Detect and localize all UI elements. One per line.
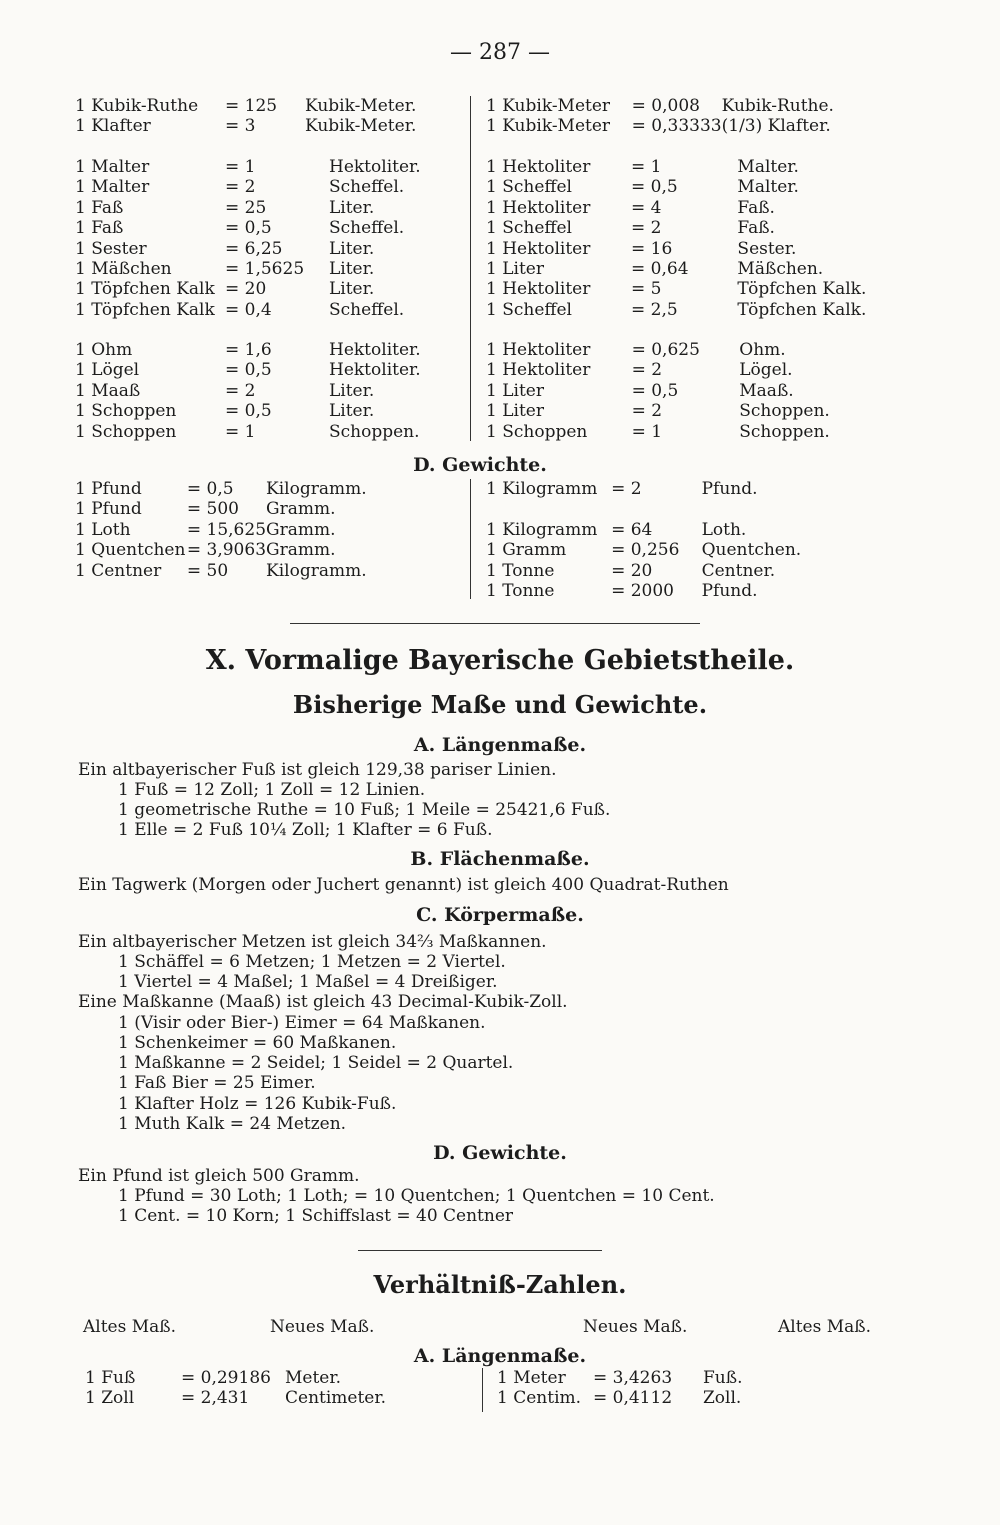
table-row: [75, 422, 475, 442]
table-gewichte-right: [486, 479, 886, 601]
cell-unit: 1 Tonne: [486, 581, 555, 602]
cell-unit: 1 Faß: [75, 197, 124, 218]
section-heading-x: X. Vormalige Bayerische Gebietstheile.: [205, 645, 795, 676]
cell-target: Scheffel.: [329, 218, 405, 239]
table-row: [486, 218, 886, 238]
table-row: [497, 1388, 797, 1408]
text-line: Ein Pfund ist gleich 500 Gramm.: [78, 1166, 360, 1186]
cell-target: Liter.: [329, 380, 375, 401]
cell-value: [611, 499, 702, 519]
cell-value: = 2: [631, 218, 662, 239]
text-line: 1 Cent. = 10 Korn; 1 Schiffslast = 40 Centner: [118, 1206, 514, 1226]
heading-gewichte-2: D. Gewichte.: [433, 1142, 567, 1164]
cell-target: Hektoliter.: [329, 340, 421, 360]
cell-target: Gramm.: [266, 519, 336, 540]
table-row: [75, 540, 475, 560]
cell-value: = 1: [631, 421, 663, 442]
cell-unit: 1 Scheffel: [486, 299, 572, 320]
cell-value: = 20: [225, 279, 267, 300]
cell-target: Liter.: [329, 238, 375, 259]
text-line: 1 (Visir oder Bier-) Eimer = 64 Maßkanen.: [118, 1013, 486, 1033]
cell-unit: 1 Centner: [75, 560, 162, 581]
text-line: 1 Schenkeimer = 60 Maßkanen.: [118, 1033, 397, 1053]
text-line: 1 Maßkanne = 2 Seidel; 1 Seidel = 2 Quartel.: [118, 1053, 514, 1073]
cell-unit: 1 Tonne: [486, 560, 555, 581]
cell-value: = 1: [225, 421, 256, 442]
table-row: [75, 96, 475, 116]
cell-target: Pfund.: [701, 479, 758, 499]
table-verh-right: [497, 1368, 797, 1409]
text-line: 1 Faß Bier = 25 Eimer.: [118, 1073, 316, 1093]
text-line: 1 Pfund = 30 Loth; 1 Loth; = 10 Quentchen; 1 Quentchen = 10 Cent.: [118, 1186, 715, 1206]
heading-verhaeltniss: Verhältniß-Zahlen.: [373, 1270, 627, 1299]
cell-target: Scheffel.: [329, 177, 405, 198]
cell-value: = 2: [225, 177, 256, 198]
text-line: 1 geometrische Ruthe = 10 Fuß; 1 Meile = 25421,6 Fuß.: [118, 800, 611, 820]
table-row: [486, 520, 886, 540]
cell-value: = 64: [611, 519, 653, 540]
table-row: [486, 561, 886, 581]
table-row: [486, 401, 886, 421]
cell-value: = 1: [631, 157, 662, 177]
cell-unit: 1 Töpfchen Kalk: [75, 279, 215, 300]
cell-unit: 1 Kubik-Meter: [486, 116, 611, 137]
column-header-altes-mass: Altes Maß.: [83, 1317, 177, 1337]
cell-target: Loth.: [701, 519, 747, 540]
cell-unit: 1 Schoppen: [486, 421, 588, 442]
cell-target: Zoll.: [703, 1388, 742, 1409]
cell-unit: 1 Faß: [75, 218, 124, 239]
table-row: [486, 239, 886, 259]
column-header-neues-mass-2: Neues Maß.: [583, 1317, 688, 1337]
cell-unit: 1 Liter: [486, 401, 544, 422]
table-row: [75, 218, 475, 238]
table-row: [486, 96, 886, 116]
table-row: [486, 300, 886, 320]
cell-unit: 1 Scheffel: [486, 177, 572, 198]
text-line: Ein Tagwerk (Morgen oder Juchert genannt) ist gleich 400 Quadrat-Ruthen: [78, 875, 729, 895]
cell-value: = 3,9063: [186, 540, 267, 561]
cell-value: = 50: [186, 560, 229, 581]
cell-unit: 1 Kilogramm: [486, 519, 598, 540]
cell-value: = 0,5: [225, 401, 272, 422]
cell-value: = 0,5: [631, 177, 678, 198]
text-line: 1 Schäffel = 6 Metzen; 1 Metzen = 2 Viertel.: [118, 952, 506, 972]
cell-unit: 1 Mäßchen: [75, 259, 172, 280]
cell-target: Faß.: [737, 218, 775, 239]
cell-value: = 20: [611, 560, 653, 581]
cell-target: Mäßchen.: [737, 259, 824, 280]
text-line: 1 Muth Kalk = 24 Metzen.: [118, 1114, 347, 1134]
table-gewichte-left: [75, 479, 475, 581]
table-row: [85, 1388, 475, 1408]
table-row: [486, 479, 886, 499]
section-divider: [290, 623, 700, 624]
cell-unit: 1 Malter: [75, 177, 150, 198]
table-malter-left: [75, 157, 475, 320]
cell-target: Schoppen.: [329, 421, 420, 442]
table-row: [75, 340, 475, 360]
cell-unit: 1 Kubik-Meter: [486, 96, 611, 116]
cell-target: Gramm.: [266, 499, 336, 520]
cell-target: Ohm.: [739, 340, 786, 360]
text-line: 1 Klafter Holz = 126 Kubik-Fuß.: [118, 1094, 397, 1114]
cell-target: Schoppen.: [739, 401, 830, 422]
table-row: [75, 479, 475, 499]
table-row: [75, 239, 475, 259]
heading-koerpermasse: C. Körpermaße.: [416, 904, 584, 926]
cell-target: Kubik-Ruthe.: [721, 96, 834, 116]
text-line: 1 Fuß = 12 Zoll; 1 Zoll = 12 Linien.: [118, 780, 426, 800]
column-header-altes-mass-2: Altes Maß.: [778, 1317, 872, 1337]
cell-target: Liter.: [329, 197, 375, 218]
cell-value: = 0,29186: [181, 1368, 271, 1388]
heading-laengenmasse: A. Längenmaße.: [413, 734, 587, 756]
table-ohm-right: [486, 340, 886, 442]
cell-unit: 1 Zoll: [85, 1388, 135, 1409]
cell-value: = 2000: [611, 581, 674, 602]
cell-target: Hektoliter.: [329, 157, 421, 177]
cell-target: Maaß.: [739, 380, 794, 401]
cell-unit: [486, 499, 611, 519]
cell-target: Fuß.: [703, 1368, 743, 1388]
cell-unit: 1 Schoppen: [75, 401, 177, 422]
table-row: [75, 198, 475, 218]
table-row: [486, 116, 886, 136]
table-row: [85, 1368, 475, 1388]
cell-target: Liter.: [329, 279, 375, 300]
cell-unit: 1 Hektoliter: [486, 360, 591, 381]
text-line: Ein altbayerischer Fuß ist gleich 129,38 pariser Linien.: [78, 760, 557, 780]
table-row: [486, 381, 886, 401]
table-kubik-left: [75, 96, 475, 137]
heading-laengenmasse-2: A. Längenmaße.: [413, 1345, 587, 1367]
table-row: [75, 381, 475, 401]
text-line: 1 Elle = 2 Fuß 10¼ Zoll; 1 Klafter = 6 Fuß.: [118, 820, 493, 840]
table-row: [486, 581, 886, 601]
cell-unit: 1 Klafter: [75, 116, 151, 137]
cell-unit: 1 Loth: [75, 519, 131, 540]
cell-unit: 1 Quentchen: [75, 540, 186, 561]
cell-value: = 0,256: [611, 540, 680, 561]
column-divider-verh: [482, 1368, 483, 1412]
table-row: [486, 360, 886, 380]
cell-value: = 25: [225, 197, 267, 218]
table-row: [75, 499, 475, 519]
cell-value: = 16: [631, 238, 673, 259]
cell-value: = 0,4: [225, 299, 272, 320]
cell-value: = 4: [631, 197, 662, 218]
table-row: [486, 279, 886, 299]
cell-target: Liter.: [329, 259, 375, 280]
cell-unit: 1 Kubik-Ruthe: [75, 96, 199, 116]
cell-unit: 1 Scheffel: [486, 218, 572, 239]
cell-target: Kilogramm.: [266, 560, 367, 581]
cell-value: = 5: [631, 279, 662, 300]
cell-unit: 1 Ohm: [75, 340, 133, 360]
cell-target: (1/3) Klafter.: [721, 116, 831, 137]
cell-unit: 1 Lögel: [75, 360, 140, 381]
cell-unit: 1 Meter: [497, 1368, 566, 1388]
column-divider-gewichte: [470, 479, 471, 599]
table-row: [75, 360, 475, 380]
table-row: [75, 520, 475, 540]
cell-target: Quentchen.: [701, 540, 802, 561]
column-divider: [470, 96, 471, 441]
cell-target: Gramm.: [266, 540, 336, 561]
cell-value: = 0,008: [631, 96, 700, 116]
cell-value: = 3,4263: [593, 1368, 673, 1388]
heading-gewichte: D. Gewichte.: [413, 454, 547, 476]
cell-target: Kubik-Meter.: [305, 116, 417, 137]
cell-target: Töpfchen Kalk.: [737, 279, 867, 300]
table-row: [75, 401, 475, 421]
page-number: — 287 —: [450, 40, 550, 65]
cell-value: = 2,431: [181, 1388, 250, 1409]
cell-value: = 2: [225, 380, 256, 401]
cell-unit: 1 Malter: [75, 157, 150, 177]
cell-value: = 0,5: [225, 360, 272, 381]
table-row: [486, 499, 886, 519]
heading-bisherige: Bisherige Maße und Gewichte.: [292, 690, 708, 719]
cell-value: = 0,5: [225, 218, 272, 239]
cell-unit: 1 Liter: [486, 380, 544, 401]
cell-target: Scheffel.: [329, 299, 405, 320]
cell-unit: 1 Gramm: [486, 540, 567, 561]
cell-target: Kilogramm.: [266, 479, 367, 499]
cell-target: Lögel.: [739, 360, 793, 381]
cell-value: = 0,4112: [593, 1388, 673, 1409]
cell-unit: 1 Fuß: [85, 1368, 136, 1388]
cell-unit: 1 Hektoliter: [486, 279, 591, 300]
cell-value: = 2: [631, 360, 663, 381]
cell-target: Malter.: [737, 157, 799, 177]
cell-unit: 1 Centim.: [497, 1388, 582, 1409]
cell-value: = 0,33333: [631, 116, 722, 137]
table-row: [486, 422, 886, 442]
cell-value: = 125: [225, 96, 278, 116]
cell-unit: 1 Hektoliter: [486, 197, 591, 218]
cell-unit: 1 Hektoliter: [486, 238, 591, 259]
table-row: [75, 157, 475, 177]
table-row: [75, 259, 475, 279]
table-row: [486, 177, 886, 197]
cell-target: Pfund.: [701, 581, 758, 602]
cell-unit: 1 Schoppen: [75, 421, 177, 442]
text-line: Ein altbayerischer Metzen ist gleich 34⅔ Maßkannen.: [78, 932, 547, 952]
cell-value: = 1,5625: [225, 259, 305, 280]
cell-value: = 3: [225, 116, 256, 137]
cell-target: Schoppen.: [739, 421, 830, 442]
table-row: [75, 116, 475, 136]
cell-value: = 500: [186, 499, 239, 520]
cell-value: = 0,5: [186, 479, 234, 499]
table-row: [486, 259, 886, 279]
cell-target: Hektoliter.: [329, 360, 421, 381]
cell-unit: 1 Töpfchen Kalk: [75, 299, 215, 320]
cell-target: Centner.: [701, 560, 776, 581]
cell-value: = 0,625: [631, 340, 700, 360]
text-line: 1 Viertel = 4 Maßel; 1 Maßel = 4 Dreißiger.: [118, 972, 498, 992]
heading-flaechenmasse: B. Flächenmaße.: [410, 848, 590, 870]
table-row: [75, 561, 475, 581]
column-header-neues-mass: Neues Maß.: [270, 1317, 375, 1337]
text-line: Eine Maßkanne (Maaß) ist gleich 43 Decimal-Kubik-Zoll.: [78, 992, 568, 1012]
table-row: [486, 340, 886, 360]
table-row: [497, 1368, 797, 1388]
table-row: [486, 198, 886, 218]
table-kubik-right: [486, 96, 886, 137]
table-verh-left: [85, 1368, 475, 1409]
cell-target: Faß.: [737, 197, 775, 218]
cell-target: Töpfchen Kalk.: [737, 299, 867, 320]
cell-value: = 2,5: [631, 299, 678, 320]
cell-unit: 1 Liter: [486, 259, 544, 280]
cell-target: Malter.: [737, 177, 799, 198]
cell-unit: 1 Pfund: [75, 479, 142, 499]
cell-value: = 15,625: [186, 519, 267, 540]
table-row: [486, 540, 886, 560]
cell-target: Kubik-Meter.: [305, 96, 417, 116]
cell-unit: 1 Hektoliter: [486, 157, 591, 177]
cell-target: Sester.: [737, 238, 797, 259]
cell-value: = 0,5: [631, 380, 679, 401]
cell-value: = 6,25: [225, 238, 283, 259]
cell-value: = 2: [611, 479, 642, 499]
cell-value: = 0,64: [631, 259, 689, 280]
table-row: [75, 300, 475, 320]
cell-value: = 1: [225, 157, 256, 177]
section-divider-2: [358, 1250, 602, 1251]
cell-unit: 1 Hektoliter: [486, 340, 591, 360]
cell-value: = 2: [631, 401, 663, 422]
cell-unit: 1 Pfund: [75, 499, 142, 520]
cell-target: [702, 499, 886, 519]
cell-unit: 1 Maaß: [75, 380, 141, 401]
table-row: [486, 157, 886, 177]
cell-unit: 1 Kilogramm: [486, 479, 598, 499]
table-ohm-left: [75, 340, 475, 442]
cell-unit: 1 Sester: [75, 238, 147, 259]
cell-value: = 1,6: [225, 340, 272, 360]
cell-target: Liter.: [329, 401, 375, 422]
table-row: [75, 279, 475, 299]
cell-target: Meter.: [285, 1368, 342, 1388]
table-row: [75, 177, 475, 197]
cell-target: Centimeter.: [285, 1388, 387, 1409]
table-malter-right: [486, 157, 886, 320]
